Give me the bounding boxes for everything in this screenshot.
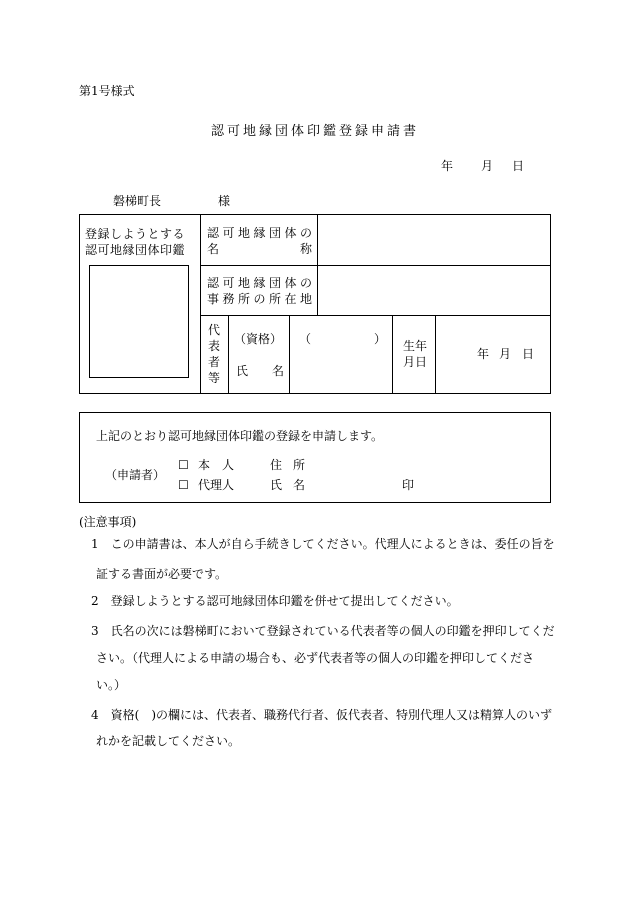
addressee-honorific: 様 [218, 194, 231, 208]
self-label: 本 人 [198, 458, 235, 472]
table-divider [200, 315, 551, 316]
note-line: れかを記載してください。 [96, 734, 241, 748]
address-label-b: 所 [293, 458, 306, 472]
note-line: 2 登録しようとする認可地縁団体印鑑を併せて提出してください。 [91, 594, 459, 608]
birthdate-label-line1: 生年 [403, 339, 428, 353]
proxy-checkbox[interactable]: ☐ [178, 478, 189, 492]
qualification-paren-open: （ [299, 332, 312, 346]
seal-label-line2: 認可地縁団体印鑑 [85, 243, 186, 257]
note-line: い。） [96, 678, 127, 692]
group-name-label-b: 称 [300, 242, 313, 256]
seal-impression-box [89, 265, 189, 378]
applicant-label: （申請者） [105, 468, 166, 482]
name-label-b: 名 [293, 478, 306, 492]
name-label-a: 氏 [270, 478, 283, 492]
office-address-label-line2: 事務所の所在地 [207, 292, 316, 306]
office-address-label-line1: 認可地縁団体の [207, 276, 316, 290]
note-line: 3 氏名の次には磐梯町において登録されている代表者等の個人の印鑑を押印してくだ [91, 624, 555, 638]
note-line: さい。（代理人による申請の場合も、必ず代表者等の個人の印鑑を押印してくださ [96, 651, 535, 665]
date-day: 日 [512, 159, 525, 173]
proxy-label: 代理人 [198, 478, 235, 492]
birth-day-label: 日 [522, 347, 535, 361]
table-divider [228, 315, 229, 394]
seal-mark: 印 [402, 478, 415, 492]
note-line: 証する書面が必要です。 [96, 567, 228, 581]
application-border [79, 412, 551, 503]
office-address-value[interactable] [325, 283, 545, 299]
note-line: 4 資格( )の欄には、代表者、職務代行者、仮代表者、特別代理人又は精算人のいず [91, 708, 553, 722]
address-label-a: 住 [270, 458, 283, 472]
birth-year-label: 年 [477, 347, 490, 361]
notes-heading: (注意事項) [79, 515, 137, 529]
representative-name-input[interactable] [296, 363, 386, 379]
date-year: 年 [441, 159, 454, 173]
date-month: 月 [481, 159, 494, 173]
qualification-paren-close: ） [374, 332, 387, 346]
shimei-label-b: 名 [272, 364, 285, 378]
page-title: 認可地縁団体印鑑登録申請書 [210, 124, 419, 139]
self-checkbox[interactable]: ☐ [178, 458, 189, 472]
group-name-label-line1: 認可地縁団体の [207, 226, 316, 240]
table-divider [200, 214, 201, 394]
application-statement: 上記のとおり認可地縁団体印鑑の登録を申請します。 [96, 429, 384, 443]
birth-month-label: 月 [499, 347, 512, 361]
table-divider [435, 315, 436, 394]
qualification-label: （資格） [234, 332, 283, 346]
birthdate-label-line2: 月日 [403, 355, 428, 369]
group-name-label-a: 名 [207, 242, 220, 256]
shimei-label-a: 氏 [236, 364, 249, 378]
note-line: 1 この申請書は、本人が自ら手続きしてください。代理人によるときは、委任の旨を [91, 537, 555, 551]
table-divider [392, 315, 393, 394]
seal-label-line1: 登録しようとする [85, 227, 186, 241]
rep-label-char: 表 [208, 339, 221, 353]
table-divider [289, 315, 290, 394]
rep-label-char: 者 [208, 355, 221, 369]
table-divider [200, 265, 551, 266]
group-name-value[interactable] [325, 232, 545, 248]
qualification-input[interactable] [312, 331, 370, 347]
rep-label-char: 代 [208, 323, 221, 337]
rep-label-char: 等 [208, 371, 221, 385]
form-number: 第1号様式 [79, 84, 135, 98]
addressee-name: 磐梯町長 [113, 194, 162, 208]
